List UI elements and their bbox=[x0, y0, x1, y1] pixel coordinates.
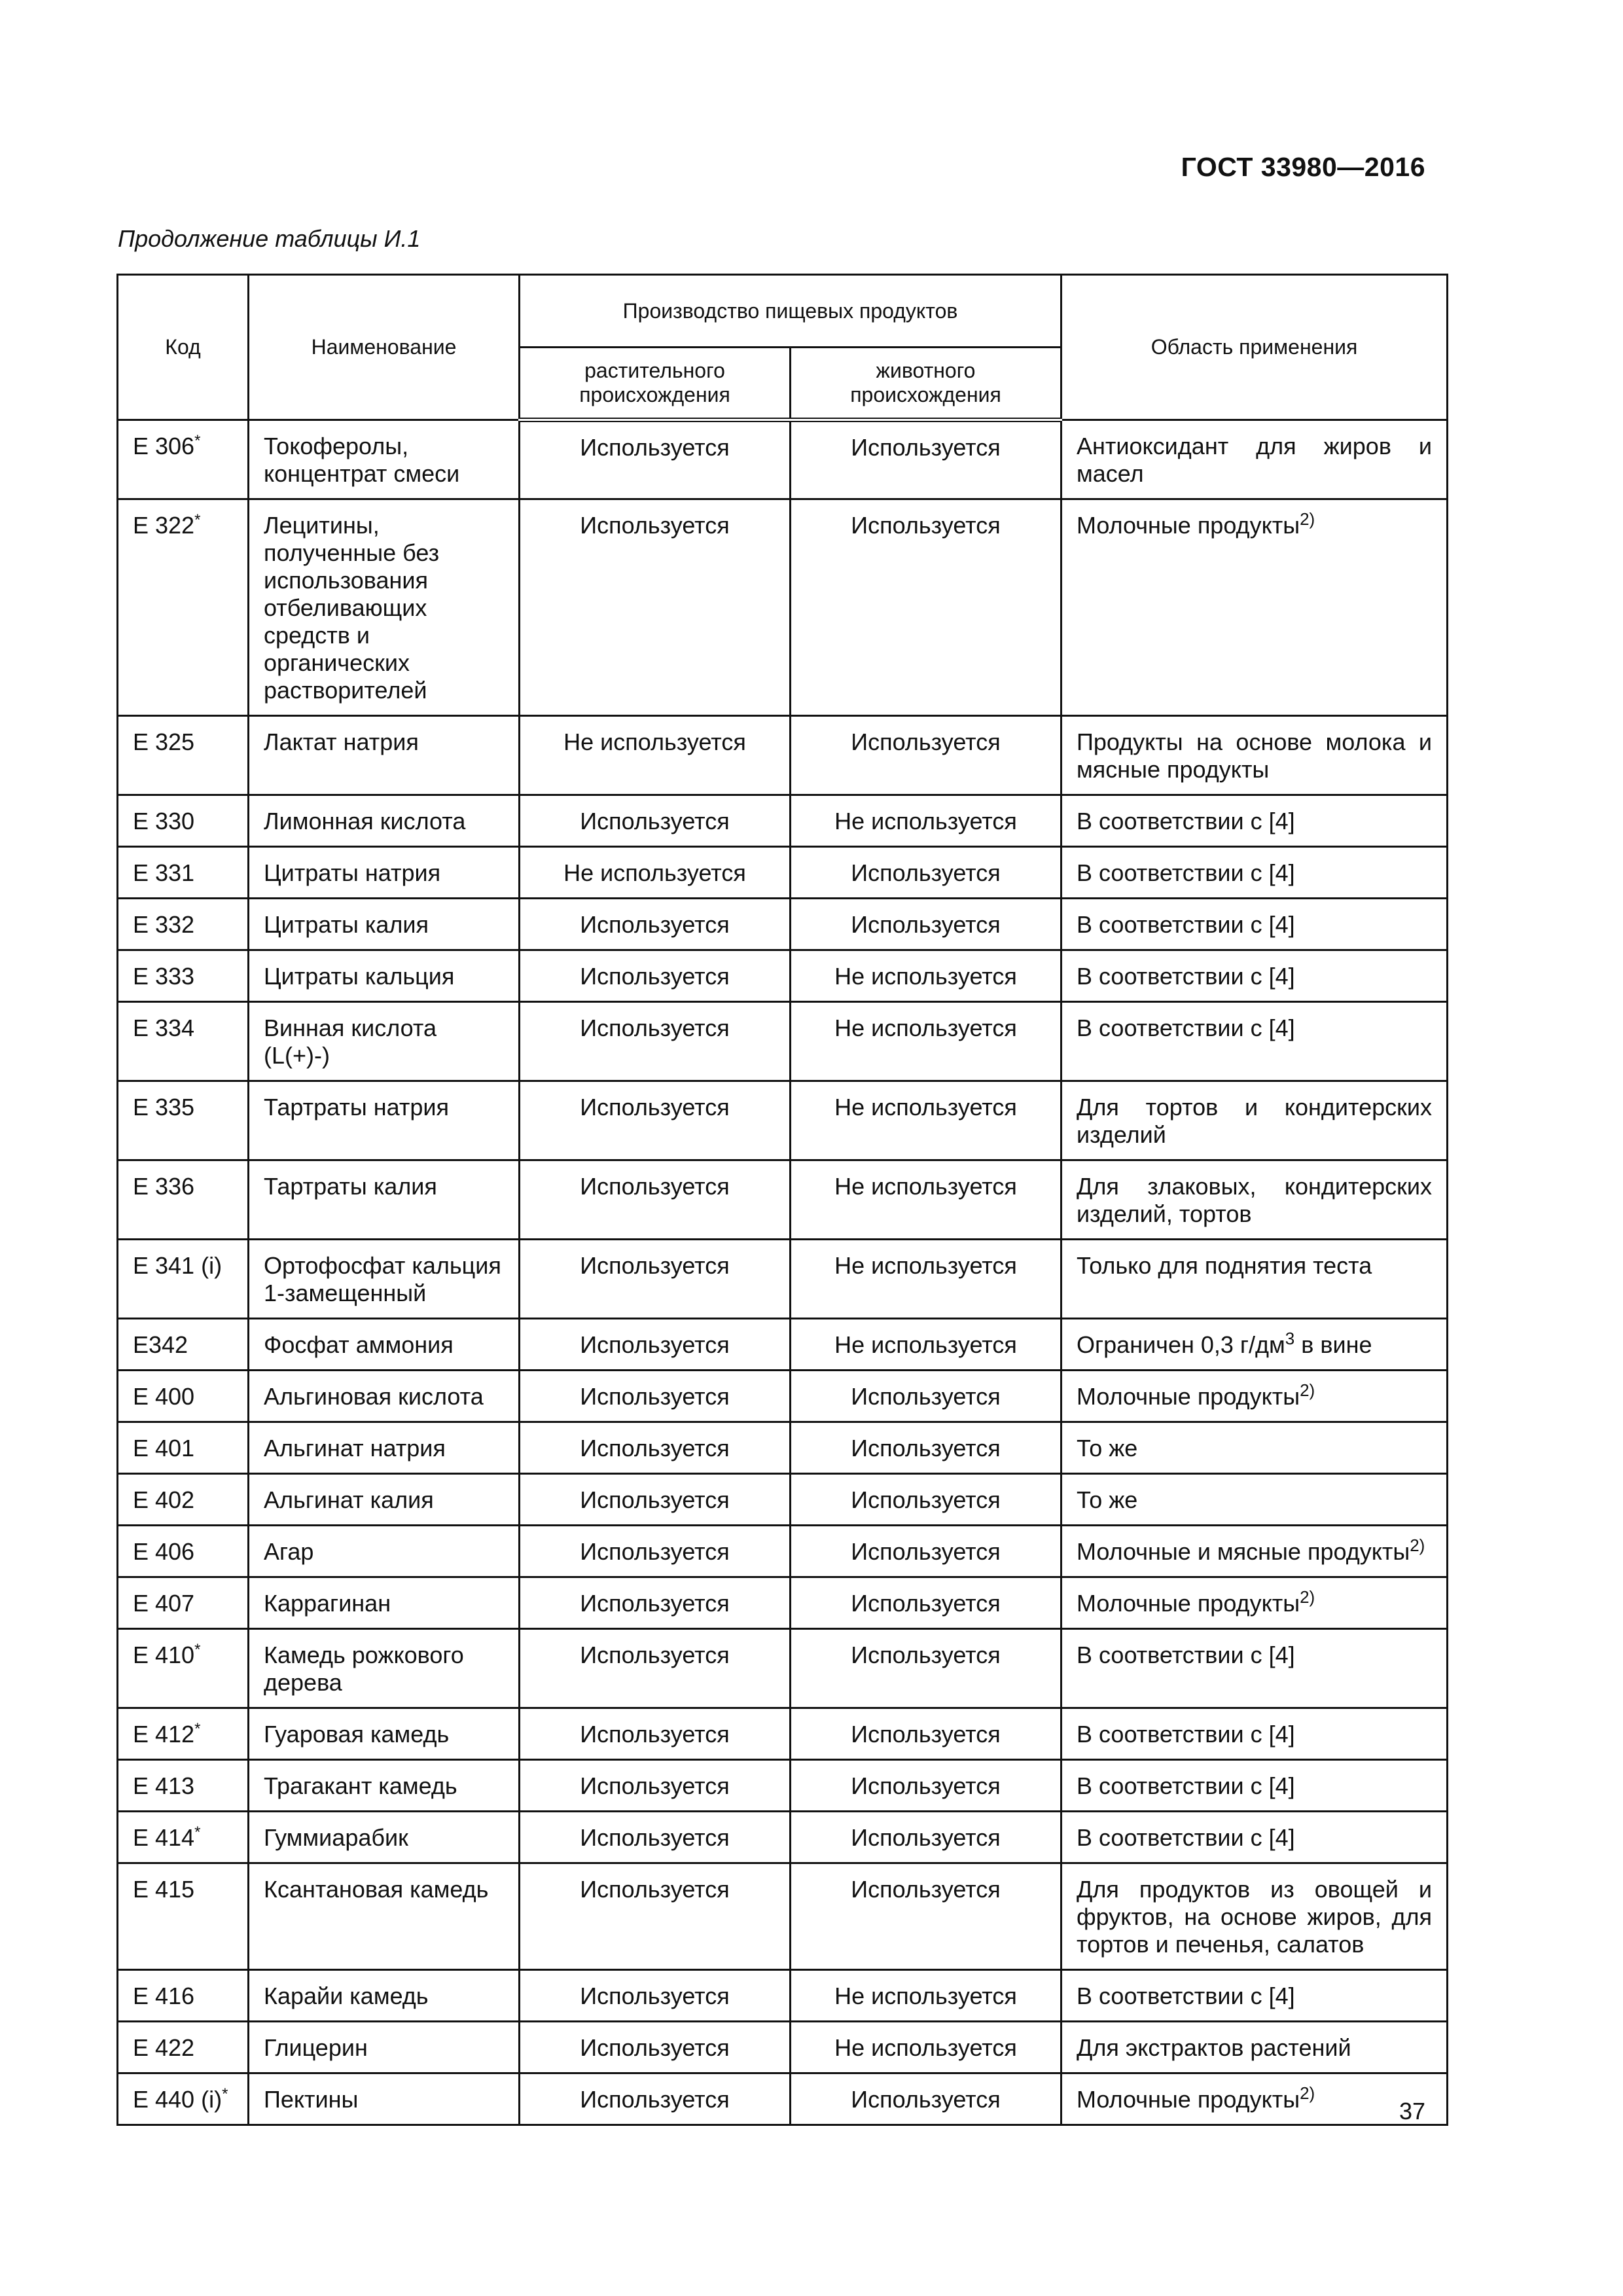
cell-name: Тартраты натрия bbox=[249, 1081, 520, 1160]
cell-plant: Не используется bbox=[520, 847, 791, 899]
cell-application-area: Только для поднятия теста bbox=[1061, 1240, 1448, 1319]
cell-animal: Используется bbox=[791, 1708, 1061, 1760]
table-row bbox=[118, 1474, 1448, 1526]
cell-code: E 330 bbox=[118, 795, 249, 847]
footnote-asterisk: * bbox=[194, 1641, 201, 1659]
cell-animal: Используется bbox=[791, 1474, 1061, 1526]
cell-plant: Используется bbox=[520, 1474, 791, 1526]
cell-name: Гуммиарабик bbox=[249, 1812, 520, 1863]
cell-code: E 401 bbox=[118, 1422, 249, 1474]
footnote-reference: 3 bbox=[1285, 1329, 1295, 1348]
cell-code: E 402 bbox=[118, 1474, 249, 1526]
table-row bbox=[118, 1240, 1448, 1319]
cell-code: E 422 bbox=[118, 2022, 249, 2073]
cell-application-area: Для тортов и кондитерских изделий bbox=[1061, 1081, 1448, 1160]
footnote-asterisk: * bbox=[194, 1720, 201, 1738]
cell-plant: Используется bbox=[520, 1240, 791, 1319]
cell-name: Цитраты калия bbox=[249, 899, 520, 950]
cell-plant: Используется bbox=[520, 1002, 791, 1081]
cell-plant: Используется bbox=[520, 1760, 791, 1812]
cell-animal: Используется bbox=[791, 1526, 1061, 1577]
cell-application-area: Молочные и мясные продукты$^{2)}$ bbox=[1061, 1526, 1448, 1577]
cell-code: E 440 (i)* bbox=[118, 2073, 249, 2125]
cell-code: E 415 bbox=[118, 1863, 249, 1970]
cell-code: E 410* bbox=[118, 1629, 249, 1708]
cell-application-area: Для экстрактов растений bbox=[1061, 2022, 1448, 2073]
cell-animal: Не используется bbox=[791, 1002, 1061, 1081]
table-row bbox=[118, 420, 1448, 499]
cell-name: Гуаровая камедь bbox=[249, 1708, 520, 1760]
table-row bbox=[118, 1160, 1448, 1240]
cell-plant: Используется bbox=[520, 1708, 791, 1760]
cell-code: E 336 bbox=[118, 1160, 249, 1240]
cell-plant: Используется bbox=[520, 1629, 791, 1708]
cell-application-area: В соответствии с [4] bbox=[1061, 899, 1448, 950]
page-number: 37 bbox=[1399, 2098, 1425, 2125]
cell-animal: Не используется bbox=[791, 1160, 1061, 1240]
cell-animal: Используется bbox=[791, 1629, 1061, 1708]
cell-name: Ксантановая камедь bbox=[249, 1863, 520, 1970]
cell-application-area: В соответствии с [4] bbox=[1061, 1002, 1448, 1081]
cell-plant: Используется bbox=[520, 2073, 791, 2125]
cell-application-area: Молочные продукты$^{2)}$ bbox=[1061, 499, 1448, 716]
table-row bbox=[118, 1422, 1448, 1474]
cell-application-area: В соответствии с [4] bbox=[1061, 950, 1448, 1002]
table-row bbox=[118, 2073, 1448, 2125]
cell-animal: Используется bbox=[791, 1812, 1061, 1863]
footnote-asterisk: * bbox=[194, 1823, 201, 1841]
cell-application-area: Для злаковых, кондитерских изделий, тортов bbox=[1061, 1160, 1448, 1240]
cell-animal: Используется bbox=[791, 2073, 1061, 2125]
cell-name: Тартраты калия bbox=[249, 1160, 520, 1240]
table-row bbox=[118, 1863, 1448, 1970]
cell-name: Альгинат калия bbox=[249, 1474, 520, 1526]
cell-name: Лимонная кислота bbox=[249, 795, 520, 847]
table-row bbox=[118, 1526, 1448, 1577]
header-name: Наименование bbox=[249, 275, 520, 420]
cell-application-area: В соответствии с [4] bbox=[1061, 1708, 1448, 1760]
cell-plant: Используется bbox=[520, 1081, 791, 1160]
cell-animal: Используется bbox=[791, 1422, 1061, 1474]
table-row bbox=[118, 795, 1448, 847]
cell-application-area: В соответствии с [4] bbox=[1061, 847, 1448, 899]
table-row bbox=[118, 1629, 1448, 1708]
header-animal-origin: животного происхождения bbox=[791, 348, 1061, 420]
cell-animal: Не используется bbox=[791, 1240, 1061, 1319]
header-application-area: Область применения bbox=[1061, 275, 1448, 420]
cell-plant: Используется bbox=[520, 1160, 791, 1240]
table-row bbox=[118, 2022, 1448, 2073]
cell-code: E 331 bbox=[118, 847, 249, 899]
table-row bbox=[118, 1002, 1448, 1081]
cell-name: Трагакант камедь bbox=[249, 1760, 520, 1812]
cell-plant: Используется bbox=[520, 1577, 791, 1629]
cell-animal: Используется bbox=[791, 1760, 1061, 1812]
table-row bbox=[118, 1577, 1448, 1629]
table-row bbox=[118, 499, 1448, 716]
cell-code: E 341 (i) bbox=[118, 1240, 249, 1319]
table-row bbox=[118, 1812, 1448, 1863]
cell-code: E342 bbox=[118, 1319, 249, 1371]
cell-plant: Используется bbox=[520, 795, 791, 847]
cell-animal: Используется bbox=[791, 1863, 1061, 1970]
cell-animal: Не используется bbox=[791, 2022, 1061, 2073]
cell-code: E 322* bbox=[118, 499, 249, 716]
table-row bbox=[118, 1708, 1448, 1760]
cell-plant: Используется bbox=[520, 499, 791, 716]
cell-name: Карайи камедь bbox=[249, 1970, 520, 2022]
cell-application-area: Продукты на основе молока и мясные продукты bbox=[1061, 716, 1448, 795]
footnote-asterisk: * bbox=[194, 432, 201, 450]
cell-animal: Используется bbox=[791, 847, 1061, 899]
cell-animal: Используется bbox=[791, 899, 1061, 950]
cell-application-area: Для продуктов из овощей и фруктов, на основе жиров, для тортов и печенья, салатов bbox=[1061, 1863, 1448, 1970]
cell-plant: Используется bbox=[520, 1422, 791, 1474]
cell-plant: Используется bbox=[520, 899, 791, 950]
table-row bbox=[118, 1081, 1448, 1160]
cell-application-area: В соответствии с [4] bbox=[1061, 1970, 1448, 2022]
cell-code: E 332 bbox=[118, 899, 249, 950]
table-row bbox=[118, 1760, 1448, 1812]
cell-code: E 325 bbox=[118, 716, 249, 795]
cell-name: Пектины bbox=[249, 2073, 520, 2125]
cell-plant: Используется bbox=[520, 420, 791, 499]
cell-name: Глицерин bbox=[249, 2022, 520, 2073]
footnote-reference: 2) bbox=[1300, 509, 1315, 529]
cell-name: Каррагинан bbox=[249, 1577, 520, 1629]
cell-code: E 306* bbox=[118, 420, 249, 499]
additives-table bbox=[116, 274, 1448, 2126]
cell-plant: Используется bbox=[520, 2022, 791, 2073]
cell-name: Альгиновая кислота bbox=[249, 1371, 520, 1422]
footnote-asterisk: * bbox=[222, 2085, 228, 2103]
cell-plant: Используется bbox=[520, 1319, 791, 1371]
document-id: ГОСТ 33980—2016 bbox=[1181, 152, 1425, 182]
cell-application-area: То же bbox=[1061, 1422, 1448, 1474]
cell-code: E 335 bbox=[118, 1081, 249, 1160]
cell-plant: Используется bbox=[520, 1812, 791, 1863]
footnote-reference: 2) bbox=[1410, 1535, 1425, 1555]
cell-animal: Используется bbox=[791, 420, 1061, 499]
cell-application-area: В соответствии с [4] bbox=[1061, 1760, 1448, 1812]
table-row bbox=[118, 847, 1448, 899]
cell-plant: Используется bbox=[520, 1863, 791, 1970]
cell-name: Лактат натрия bbox=[249, 716, 520, 795]
table-row bbox=[118, 950, 1448, 1002]
cell-animal: Не используется bbox=[791, 1081, 1061, 1160]
cell-application-area: Антиоксидант для жиров и масел bbox=[1061, 420, 1448, 499]
cell-name: Фосфат аммония bbox=[249, 1319, 520, 1371]
cell-application-area: В соответствии с [4] bbox=[1061, 795, 1448, 847]
cell-name: Токоферолы, концентрат смеси bbox=[249, 420, 520, 499]
cell-plant: Используется bbox=[520, 1371, 791, 1422]
cell-code: E 334 bbox=[118, 1002, 249, 1081]
cell-name: Винная кислота (L(+)-) bbox=[249, 1002, 520, 1081]
cell-name: Альгинат натрия bbox=[249, 1422, 520, 1474]
footnote-reference: 2) bbox=[1300, 2083, 1315, 2103]
footnote-reference: 2) bbox=[1300, 1380, 1315, 1400]
footnote-asterisk: * bbox=[194, 511, 201, 529]
table-row bbox=[118, 1371, 1448, 1422]
cell-name: Агар bbox=[249, 1526, 520, 1577]
table-row bbox=[118, 1319, 1448, 1371]
cell-application-area: Молочные продукты$^{2)}$ bbox=[1061, 1577, 1448, 1629]
cell-name: Ортофосфат кальция 1-замещенный bbox=[249, 1240, 520, 1319]
table-row bbox=[118, 899, 1448, 950]
cell-animal: Используется bbox=[791, 1371, 1061, 1422]
cell-code: E 407 bbox=[118, 1577, 249, 1629]
cell-code: E 400 bbox=[118, 1371, 249, 1422]
cell-animal: Не используется bbox=[791, 1970, 1061, 2022]
header-code: Код bbox=[118, 275, 249, 420]
cell-animal: Используется bbox=[791, 1577, 1061, 1629]
cell-animal: Используется bbox=[791, 499, 1061, 716]
header-production-group: Производство пищевых продуктов bbox=[520, 275, 1061, 348]
footnote-reference: 2) bbox=[1300, 1587, 1315, 1607]
cell-application-area: То же bbox=[1061, 1474, 1448, 1526]
cell-code: E 414* bbox=[118, 1812, 249, 1863]
cell-application-area: Молочные продукты$^{2)}$ bbox=[1061, 2073, 1448, 2125]
table-body bbox=[118, 420, 1448, 2125]
cell-plant: Используется bbox=[520, 950, 791, 1002]
cell-name: Цитраты натрия bbox=[249, 847, 520, 899]
cell-plant: Используется bbox=[520, 1526, 791, 1577]
cell-application-area: Молочные продукты$^{2)}$ bbox=[1061, 1371, 1448, 1422]
cell-plant: Не используется bbox=[520, 716, 791, 795]
cell-animal: Не используется bbox=[791, 1319, 1061, 1371]
header-plant-origin: растительного происхождения bbox=[520, 348, 791, 420]
cell-animal: Не используется bbox=[791, 795, 1061, 847]
cell-code: E 406 bbox=[118, 1526, 249, 1577]
cell-code: E 333 bbox=[118, 950, 249, 1002]
cell-plant: Используется bbox=[520, 1970, 791, 2022]
cell-name: Камедь рожкового дерева bbox=[249, 1629, 520, 1708]
cell-code: E 416 bbox=[118, 1970, 249, 2022]
cell-application-area: Ограничен 0,3 $г/дм^3$ в вине bbox=[1061, 1319, 1448, 1371]
cell-code: E 412* bbox=[118, 1708, 249, 1760]
cell-name: Цитраты кальция bbox=[249, 950, 520, 1002]
table-row bbox=[118, 716, 1448, 795]
cell-name: Лецитины, полученные без использования отбеливающих средств и органических растворителей bbox=[249, 499, 520, 716]
table-caption: Продолжение таблицы И.1 bbox=[118, 225, 421, 252]
table-row bbox=[118, 1970, 1448, 2022]
cell-application-area: В соответствии с [4] bbox=[1061, 1629, 1448, 1708]
cell-animal: Не используется bbox=[791, 950, 1061, 1002]
cell-code: E 413 bbox=[118, 1760, 249, 1812]
cell-animal: Используется bbox=[791, 716, 1061, 795]
cell-application-area: В соответствии с [4] bbox=[1061, 1812, 1448, 1863]
